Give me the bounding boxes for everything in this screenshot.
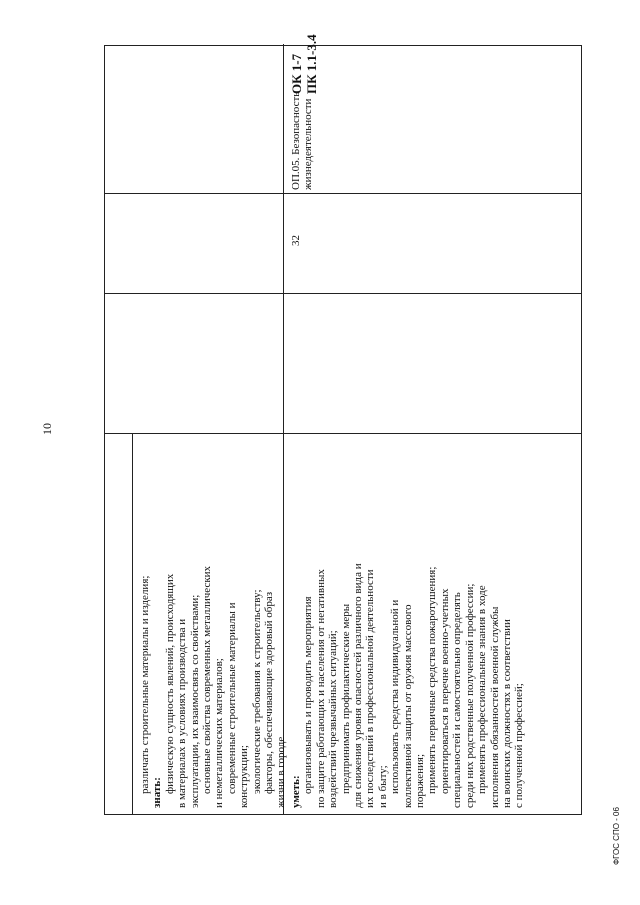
row1-description [139,566,288,808]
text-line: организовывать и проводить мероприятия [302,596,315,794]
text-line: современные строительные материалы и [225,602,238,794]
text-line: их последствий в профессиональной деятельности [364,569,377,808]
competency: ОК 1-7 [289,53,304,94]
footer-label: ФГОС СПО - 06 [612,807,621,865]
text-line: факторы, обеспечивающие здоровый образ [263,591,276,794]
row-divider [132,434,133,814]
discipline-cell [290,92,315,190]
text-line: по защите работающих и населения от негативных [314,569,327,808]
column-divider [105,433,581,434]
text-line: исполнения обязанностей военной службы [488,606,501,808]
competencies-cell [289,34,319,94]
column-divider [105,193,581,194]
competency: ПК 1.1-3.4 [304,34,319,94]
text-line: с полученной профессией; [513,683,526,808]
text-line: и в быту; [376,765,389,808]
text-line: уметь: [290,775,302,808]
text-line: в материалах в условиях производства и [176,618,189,808]
text-line: коллективной защиты от оружия массового [401,604,414,808]
text-line: специальностей и самостоятельно определять [451,592,464,808]
column-divider [105,293,581,294]
text-line: воздействий чрезвычайных ситуаций; [327,630,340,808]
text-line: и неметаллических материалов; [213,658,226,808]
text-line: различать строительные материалы и изделия; [139,575,151,794]
text-line: физическую сущность явлений, происходящих [163,573,176,794]
curriculum-table [104,45,582,815]
text-line: знать: [151,777,164,808]
text-line: среди них родственные полученной профессии; [463,583,476,808]
text-line: конструкции; [238,745,251,808]
text-line: основные свойства современных металлических [201,565,214,794]
text-line: экологические требования к строительству; [250,589,263,794]
text-line: применять первичные средства пожаротушения; [426,566,439,794]
page-number: 10 [40,423,54,435]
text-line: ориентироваться в перечне военно-учетных [438,588,451,794]
discipline-line: ОП.05. Безопасность [290,91,302,190]
row2-description [290,563,526,808]
text-line: использовать средства индивидуальной и [389,599,402,794]
text-line: на воинских должностях в соответствии [500,619,513,808]
text-line: для снижения уровня опасностей различного вида и [352,563,365,808]
text-line: предпринимать профилактические меры [339,603,352,794]
hours-cell: 32 [290,235,302,246]
discipline-line: жизнедеятельности [302,98,315,190]
text-line: применять профессиональные знания в ходе [476,585,489,794]
text-line: поражения; [414,754,427,808]
text-line: жизни в городе [275,736,288,808]
text-line: эксплуатации, их взаимосвязь со свойствами; [188,594,201,808]
